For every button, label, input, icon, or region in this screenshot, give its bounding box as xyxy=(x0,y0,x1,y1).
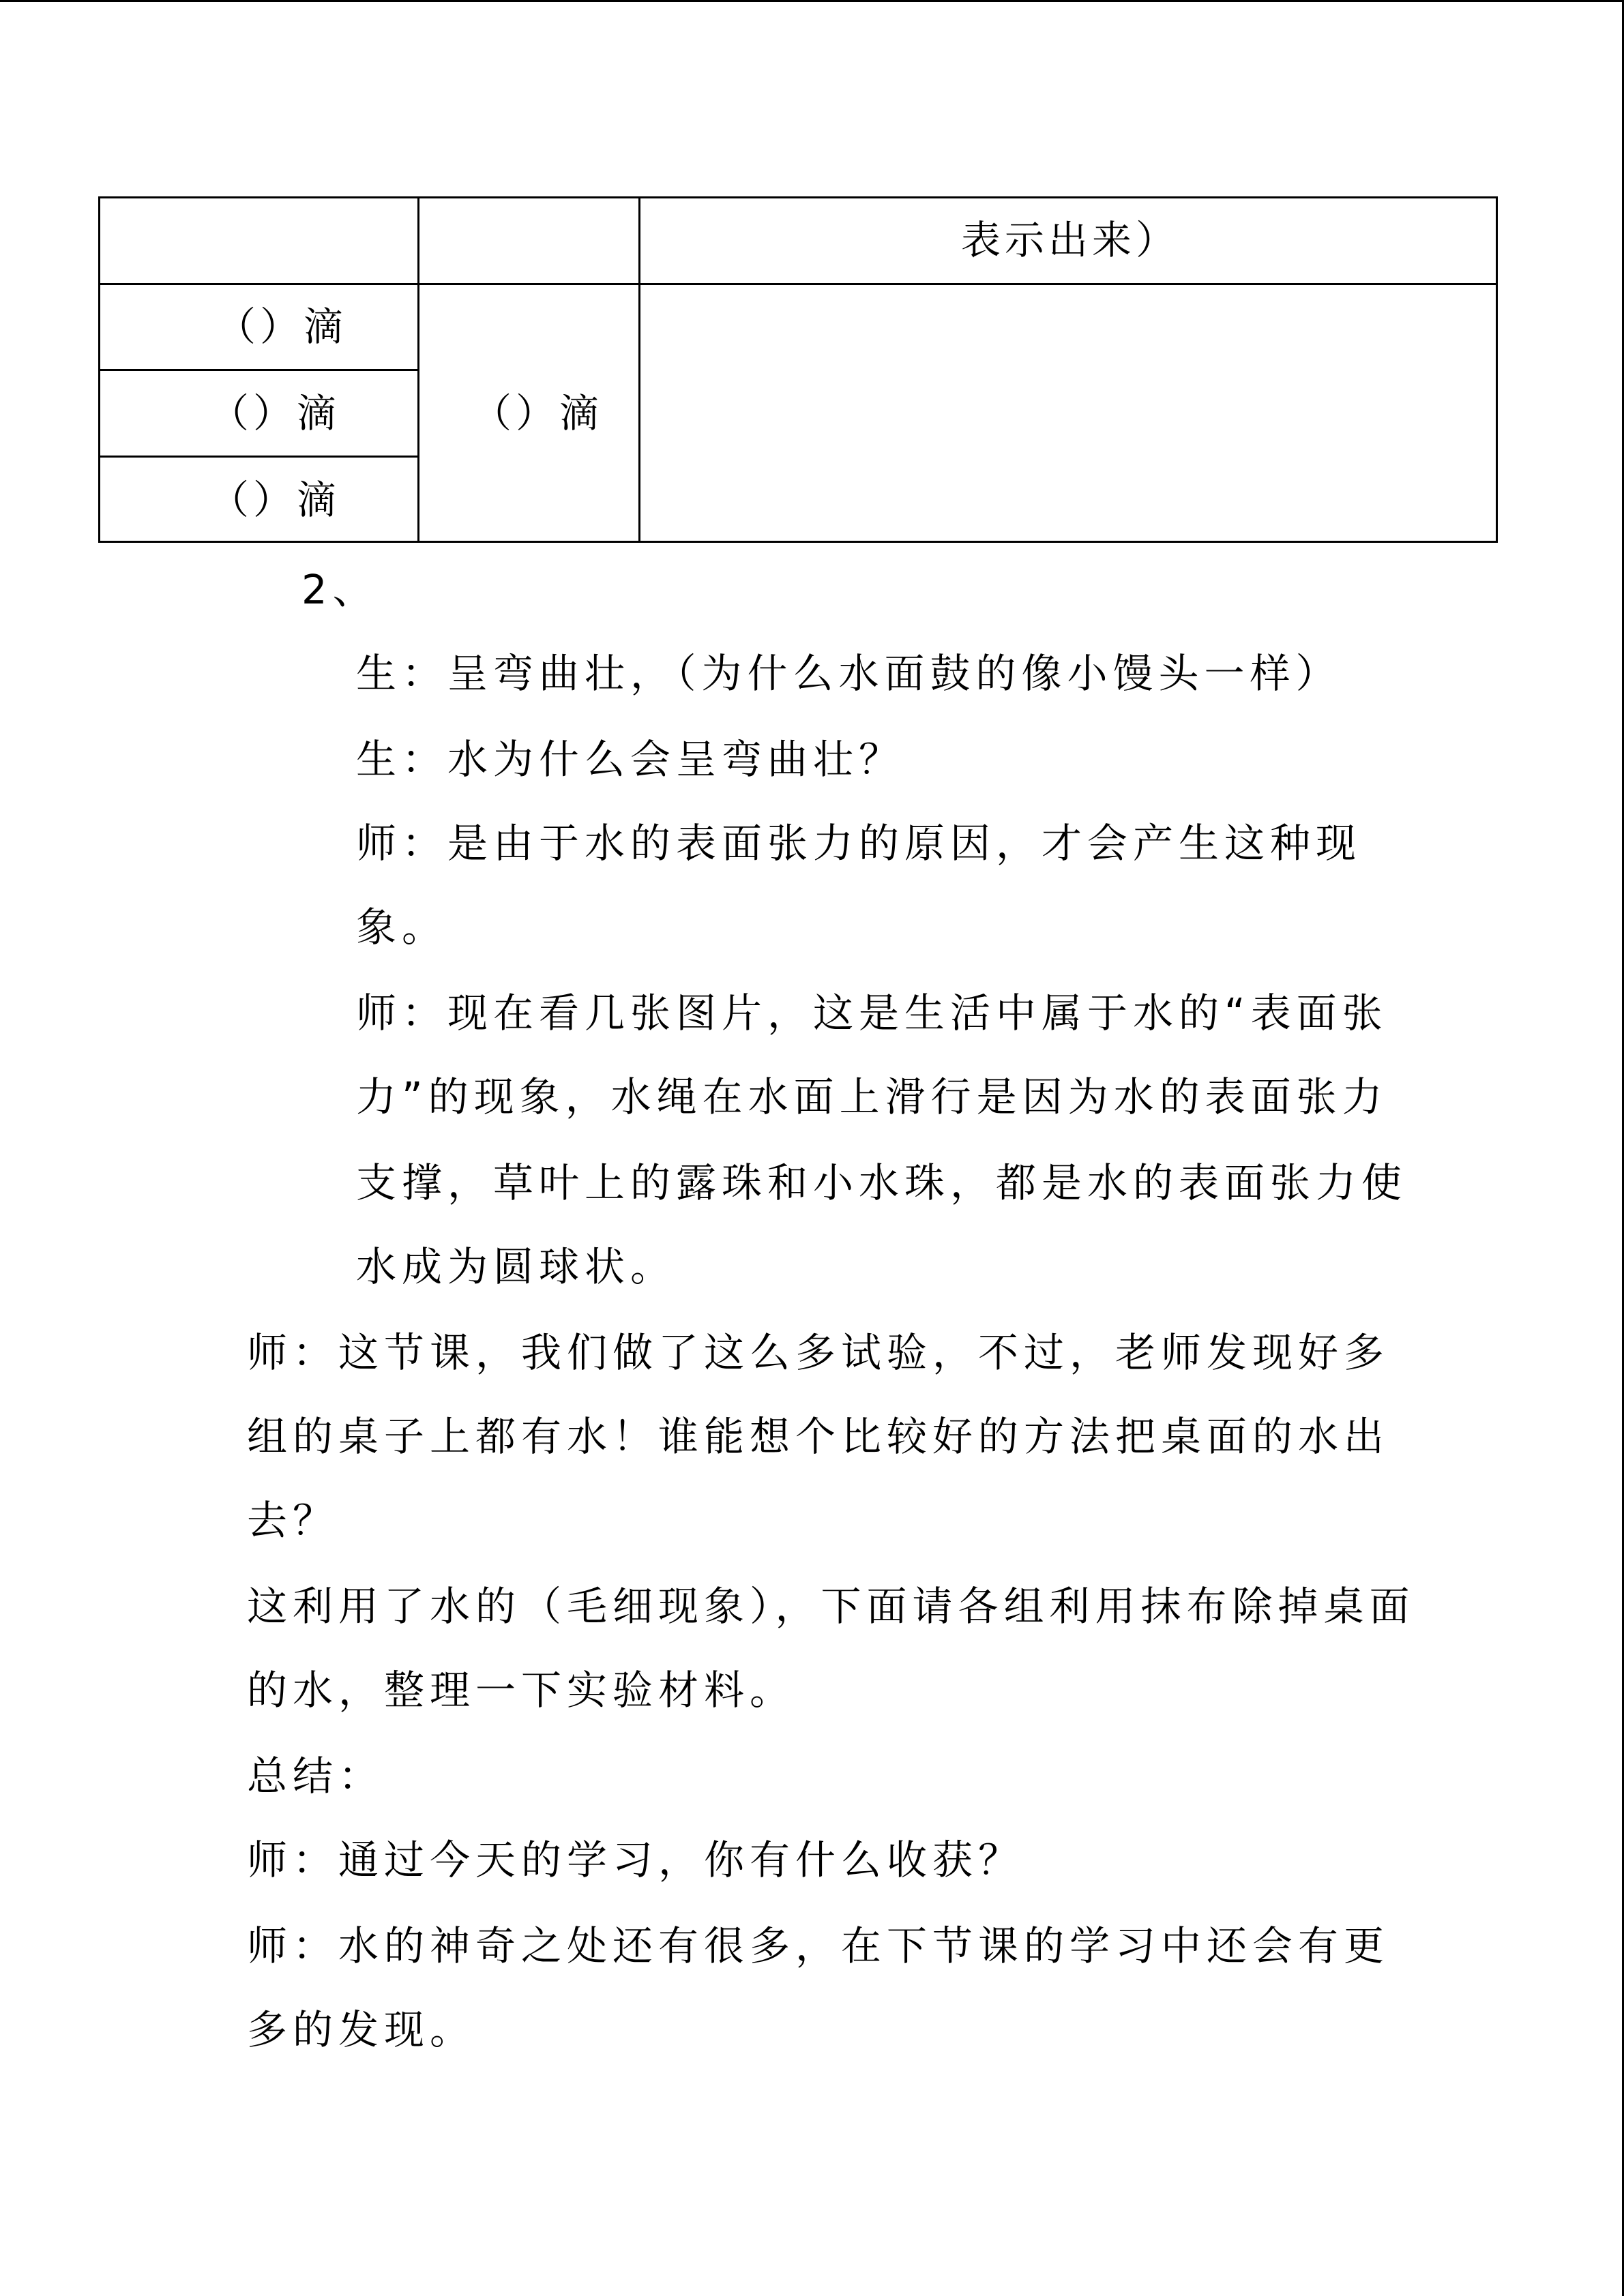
table-cell-row2-col1: （）滴 xyxy=(209,390,341,436)
summary-heading: 总结： xyxy=(247,1753,385,1800)
dialogue-line-5: 师：现在看几张图片，这是生活中属于水的“表面张 xyxy=(356,989,1388,1037)
table-row-line-2 xyxy=(100,456,418,458)
table-vline-2 xyxy=(638,198,640,541)
dialogue-line-4: 象。 xyxy=(356,904,448,951)
body-line-9: 多的发现。 xyxy=(247,2006,476,2053)
dialogue-line-2: 生：水为什么会呈弯曲壮？ xyxy=(356,736,905,783)
table-cell-middle: （）滴 xyxy=(472,390,604,436)
table-header-cell-col3: 表示出来） xyxy=(961,217,1180,263)
dialogue-line-3: 师：是由于水的表面张力的原因，才会产生这种现 xyxy=(356,820,1362,867)
body-line-7: 师：通过今天的学习，你有什么收获？ xyxy=(247,1836,1024,1883)
dialogue-line-1: 生：呈弯曲壮，（为什么水面鼓的像小馒头一样） xyxy=(356,650,1342,697)
table-row-line-1 xyxy=(100,369,418,371)
dialogue-line-7: 支撑，草叶上的露珠和小水珠，都是水的表面张力使 xyxy=(356,1159,1408,1206)
dialogue-line-6: 力”的现象，水绳在水面上滑行是因为水的表面张力 xyxy=(356,1073,1388,1120)
body-line-2: 组的桌子上都有水！谁能想个比较好的方法把桌面的水出 xyxy=(247,1413,1390,1460)
body-line-4: 这利用了水的（毛细现象），下面请各组利用抹布除掉桌面 xyxy=(247,1583,1415,1630)
page-top-border xyxy=(0,0,1624,2)
drop-count-table xyxy=(98,196,1498,543)
table-cell-row3-col1: （）滴 xyxy=(209,477,341,523)
table-cell-row1-col1: （）滴 xyxy=(216,303,348,350)
dialogue-line-8: 水成为圆球状。 xyxy=(356,1243,677,1290)
body-line-8: 师：水的神奇之处还有很多，在下节课的学习中还会有更 xyxy=(247,1922,1390,1969)
body-line-1: 师：这节课，我们做了这么多试验，不过，老师发现好多 xyxy=(247,1329,1390,1376)
table-header-line xyxy=(100,283,1496,285)
body-line-5: 的水，整理一下实验材料。 xyxy=(247,1667,796,1714)
body-line-3: 去？ xyxy=(247,1497,339,1544)
section-number: 2、 xyxy=(301,566,379,613)
